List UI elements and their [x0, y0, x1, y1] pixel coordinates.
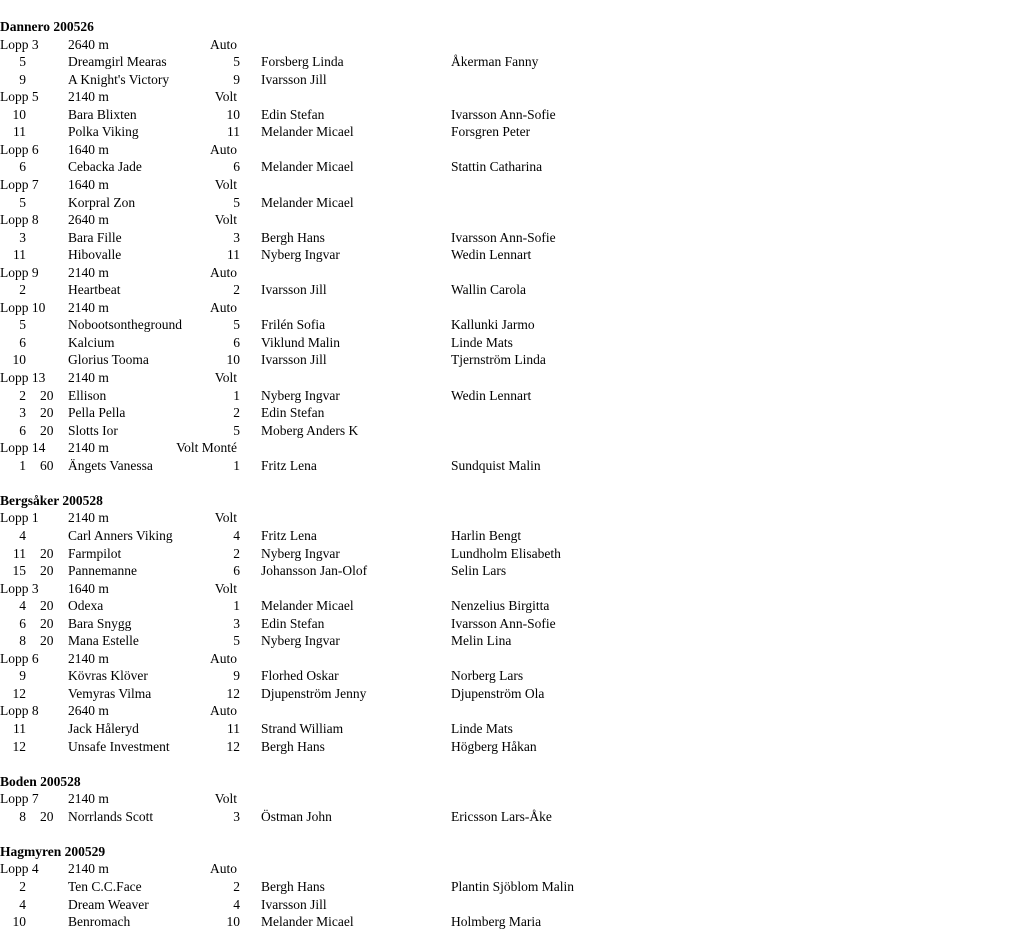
entry-odds: 20: [40, 615, 54, 631]
horse-name: Norrlands Scott: [68, 808, 154, 824]
driver-name: Forsberg Linda: [261, 54, 344, 70]
race-start-method: Auto: [210, 703, 237, 719]
horse-name: Ellison: [68, 387, 107, 403]
race-number: Lopp 1: [0, 510, 39, 526]
race-distance: 2140 m: [68, 440, 109, 456]
driver-name: Edin Stefan: [261, 106, 325, 122]
entry-row: [0, 106, 1024, 124]
horse-name: Ten C.C.Face: [68, 878, 142, 894]
race-number: Lopp 8: [0, 212, 39, 228]
driver-name: Melander Micael: [261, 194, 354, 210]
race-start-method: Auto: [210, 650, 237, 666]
entry-row: [0, 738, 1024, 756]
entry-row: [0, 334, 1024, 352]
horse-name: Slotts Ior: [68, 422, 118, 438]
trainer-name: Plantin Sjöblom Malin: [451, 878, 575, 894]
trainer-name: Wedin Lennart: [451, 387, 532, 403]
race-number: Lopp 4: [0, 861, 39, 877]
race-number: Lopp 7: [0, 791, 39, 807]
start-number: 10: [12, 106, 26, 122]
driver-name: Florhed Oskar: [261, 668, 339, 684]
post-position: 1: [233, 457, 240, 473]
horse-name: Heartbeat: [68, 282, 121, 298]
driver-name: Melander Micael: [261, 598, 354, 614]
entry-row: [0, 562, 1024, 580]
horse-name: Unsafe Investment: [68, 738, 170, 754]
horse-name: Dreamgirl Mearas: [68, 54, 167, 70]
start-number: 9: [19, 668, 26, 684]
post-position: 5: [233, 633, 240, 649]
trainer-name: Lundholm Elisabeth: [451, 545, 561, 561]
start-number: 12: [12, 738, 26, 754]
driver-name: Bergh Hans: [261, 229, 325, 245]
post-position: 11: [227, 721, 240, 736]
post-position: 2: [233, 282, 240, 298]
start-number: 11: [13, 247, 26, 263]
post-position: 9: [233, 71, 240, 87]
track-heading: [0, 773, 1024, 791]
entry-row: [0, 720, 1024, 738]
horse-name: Kövras Klöver: [68, 668, 148, 684]
entry-row: [0, 545, 1024, 563]
driver-name: Johansson Jan-Olof: [261, 563, 368, 579]
start-number: 4: [19, 527, 26, 543]
horse-name: Bara Fille: [68, 229, 122, 245]
entry-row: [0, 123, 1024, 141]
start-number: 6: [19, 422, 26, 438]
driver-name: Strand William: [261, 721, 344, 736]
entry-row: [0, 457, 1024, 475]
race-number: Lopp 3: [0, 36, 39, 52]
race-start-method: Auto: [210, 141, 237, 157]
trainer-name: Ivarsson Ann-Sofie: [451, 106, 556, 122]
race-distance: 2140 m: [68, 370, 109, 385]
horse-name: Cebacka Jade: [68, 159, 142, 175]
trainer-name: Tjernström Linda: [451, 352, 546, 368]
race-number: Lopp 5: [0, 89, 39, 105]
trainer-name: Selin Lars: [451, 563, 507, 579]
race-header: [0, 264, 1024, 282]
start-number: 11: [13, 545, 26, 561]
entry-row: [0, 194, 1024, 212]
race-header: [0, 580, 1024, 598]
entry-row: [0, 281, 1024, 299]
driver-name: Melander Micael: [261, 159, 354, 175]
driver-name: Moberg Anders K: [261, 422, 359, 438]
track-heading: [0, 843, 1024, 861]
race-distance: 2140 m: [68, 861, 109, 877]
race-start-method: Volt Monté: [176, 440, 237, 456]
start-number: 6: [19, 334, 26, 350]
driver-name: Nyberg Ingvar: [261, 545, 340, 561]
race-number: Lopp 14: [0, 440, 46, 456]
driver-name: Fritz Lena: [261, 527, 317, 543]
start-number: 11: [13, 721, 26, 736]
race-number: Lopp 6: [0, 141, 39, 157]
entry-row: [0, 351, 1024, 369]
start-number: 4: [19, 896, 26, 912]
race-distance: 1640 m: [68, 141, 109, 157]
horse-name: Ängets Vanessa: [68, 457, 153, 473]
race-header: [0, 790, 1024, 808]
race-header: [0, 369, 1024, 387]
trainer-name: Holmberg Maria: [451, 914, 542, 930]
post-position: 4: [233, 896, 240, 912]
horse-name: Kalcium: [68, 334, 115, 350]
race-start-method: Volt: [214, 176, 237, 192]
race-header: [0, 702, 1024, 720]
driver-name: Frilén Sofia: [261, 317, 326, 333]
driver-name: Bergh Hans: [261, 878, 325, 894]
track-heading: [0, 18, 1024, 36]
horse-name: Vemyras Vilma: [68, 685, 152, 701]
entry-odds: 20: [40, 545, 54, 561]
entry-odds: 20: [40, 387, 54, 403]
post-position: 3: [233, 615, 240, 631]
entry-row: [0, 808, 1024, 826]
entry-row: [0, 685, 1024, 703]
race-number: Lopp 3: [0, 580, 39, 596]
entry-odds: 20: [40, 598, 54, 614]
race-header: [0, 860, 1024, 878]
trainer-name: Stattin Catharina: [451, 159, 543, 175]
entry-odds: 20: [40, 563, 54, 579]
driver-name: Djupenström Jenny: [261, 685, 367, 701]
race-start-method: Volt: [214, 791, 237, 807]
entry-row: [0, 632, 1024, 650]
entry-odds: 20: [40, 422, 54, 438]
race-header: [0, 141, 1024, 159]
post-position: 6: [233, 563, 240, 579]
start-number: 4: [19, 598, 26, 614]
trainer-name: Wedin Lennart: [451, 247, 532, 263]
start-number: 10: [12, 914, 26, 930]
race-start-method: Auto: [210, 264, 237, 280]
trainer-name: Åkerman Fanny: [451, 54, 539, 70]
trainer-name: Linde Mats: [451, 721, 513, 736]
track-title: Bergsåker 200528: [0, 492, 103, 508]
post-position: 5: [233, 317, 240, 333]
entry-row: [0, 404, 1024, 422]
start-number: 5: [19, 317, 26, 333]
horse-name: Pella Pella: [68, 405, 126, 421]
race-distance: 1640 m: [68, 580, 109, 596]
race-header: [0, 211, 1024, 229]
race-header: [0, 439, 1024, 457]
post-position: 12: [226, 738, 240, 754]
post-position: 2: [233, 878, 240, 894]
start-number: 9: [19, 71, 26, 87]
trainer-name: Forsgren Peter: [451, 124, 531, 140]
trainer-name: Kallunki Jarmo: [451, 317, 535, 333]
start-number: 8: [19, 633, 26, 649]
entry-row: [0, 878, 1024, 896]
race-distance: 2640 m: [68, 36, 109, 52]
driver-name: Melander Micael: [261, 914, 354, 930]
start-number: 2: [19, 282, 26, 298]
track-heading: [0, 492, 1024, 510]
start-number: 6: [19, 159, 26, 175]
track-title: Boden 200528: [0, 773, 81, 789]
start-number: 3: [19, 229, 26, 245]
post-position: 11: [227, 247, 240, 263]
driver-name: Ivarsson Jill: [261, 71, 327, 87]
trainer-name: Sundquist Malin: [451, 457, 541, 473]
entry-odds: 60: [40, 457, 54, 473]
race-start-method: Volt: [214, 370, 237, 385]
post-position: 10: [226, 914, 240, 930]
start-number: 6: [19, 615, 26, 631]
post-position: 2: [233, 405, 240, 421]
entry-row: [0, 527, 1024, 545]
horse-name: Carl Anners Viking: [68, 527, 173, 543]
entry-odds: 20: [40, 808, 54, 824]
race-number: Lopp 7: [0, 176, 39, 192]
race-start-method: Auto: [210, 299, 237, 315]
trainer-name: Harlin Bengt: [451, 527, 522, 543]
horse-name: Farmpilot: [68, 545, 122, 561]
race-distance: 2640 m: [68, 212, 109, 228]
entry-row: [0, 53, 1024, 71]
entry-row: [0, 597, 1024, 615]
post-position: 11: [227, 124, 240, 140]
start-number: 10: [12, 352, 26, 368]
horse-name: Bara Blixten: [68, 106, 137, 122]
horse-name: Odexa: [68, 598, 104, 614]
driver-name: Bergh Hans: [261, 738, 325, 754]
horse-name: Hibovalle: [68, 247, 122, 263]
start-number: 2: [19, 387, 26, 403]
race-start-method: Auto: [210, 861, 237, 877]
driver-name: Ivarsson Jill: [261, 282, 327, 298]
start-number: 11: [13, 124, 26, 140]
driver-name: Edin Stefan: [261, 405, 325, 421]
trainer-name: Ivarsson Ann-Sofie: [451, 229, 556, 245]
trainer-name: Högberg Håkan: [451, 738, 537, 754]
entry-row: [0, 71, 1024, 89]
horse-name: A Knight's Victory: [68, 71, 170, 87]
race-number: Lopp 9: [0, 264, 39, 280]
race-header: [0, 509, 1024, 527]
race-header: [0, 88, 1024, 106]
race-distance: 2140 m: [68, 89, 109, 105]
post-position: 12: [226, 685, 240, 701]
post-position: 5: [233, 194, 240, 210]
post-position: 2: [233, 545, 240, 561]
entry-row: [0, 387, 1024, 405]
start-number: 15: [12, 563, 26, 579]
race-header: [0, 299, 1024, 317]
driver-name: Melander Micael: [261, 124, 354, 140]
start-number: 12: [12, 685, 26, 701]
horse-name: Glorius Tooma: [68, 352, 149, 368]
horse-name: Benromach: [68, 914, 131, 930]
race-start-method: Volt: [214, 510, 237, 526]
start-number: 3: [19, 405, 26, 421]
driver-name: Ivarsson Jill: [261, 352, 327, 368]
post-position: 10: [226, 106, 240, 122]
post-position: 1: [233, 387, 240, 403]
trainer-name: Djupenström Ola: [451, 685, 545, 701]
driver-name: Nyberg Ingvar: [261, 247, 340, 263]
driver-name: Fritz Lena: [261, 457, 317, 473]
horse-name: Dream Weaver: [68, 896, 149, 912]
race-distance: 2140 m: [68, 299, 109, 315]
race-start-method: Volt: [214, 212, 237, 228]
post-position: 3: [233, 808, 240, 824]
race-number: Lopp 6: [0, 650, 39, 666]
race-distance: 2140 m: [68, 791, 109, 807]
entry-row: [0, 316, 1024, 334]
entry-row: [0, 615, 1024, 633]
post-position: 9: [233, 668, 240, 684]
driver-name: Edin Stefan: [261, 615, 325, 631]
horse-name: Nobootsontheground: [68, 317, 182, 333]
race-number: Lopp 13: [0, 370, 46, 385]
driver-name: Viklund Malin: [261, 334, 341, 350]
horse-name: Mana Estelle: [68, 633, 139, 649]
track-title: Dannero 200526: [0, 19, 94, 34]
horse-name: Polka Viking: [68, 124, 139, 140]
trainer-name: Norberg Lars: [451, 668, 524, 684]
race-distance: 2140 m: [68, 650, 109, 666]
trainer-name: Nenzelius Birgitta: [451, 598, 550, 614]
trainer-name: Wallin Carola: [451, 282, 527, 298]
driver-name: Nyberg Ingvar: [261, 387, 340, 403]
race-distance: 2140 m: [68, 264, 109, 280]
race-header: [0, 650, 1024, 668]
post-position: 5: [233, 422, 240, 438]
entry-row: [0, 667, 1024, 685]
driver-name: Ivarsson Jill: [261, 896, 327, 912]
start-number: 5: [19, 194, 26, 210]
trainer-name: Melin Lina: [451, 633, 512, 649]
entry-row: [0, 896, 1024, 914]
trainer-name: Ericsson Lars-Åke: [451, 808, 552, 824]
race-start-method: Volt: [214, 89, 237, 105]
horse-name: Pannemanne: [68, 563, 137, 579]
post-position: 1: [233, 598, 240, 614]
post-position: 6: [233, 334, 240, 350]
post-position: 5: [233, 54, 240, 70]
entry-odds: 20: [40, 405, 54, 421]
start-number: 1: [19, 457, 26, 473]
horse-name: Jack Håleryd: [68, 721, 139, 736]
post-position: 10: [226, 352, 240, 368]
entry-row: [0, 158, 1024, 176]
trainer-name: Linde Mats: [451, 334, 513, 350]
post-position: 4: [233, 527, 240, 543]
track-title: Hagmyren 200529: [0, 843, 106, 859]
entry-row: [0, 913, 1024, 931]
horse-name: Korpral Zon: [68, 194, 136, 210]
entry-row: [0, 246, 1024, 264]
race-number: Lopp 8: [0, 703, 39, 719]
race-distance: 1640 m: [68, 176, 109, 192]
post-position: 6: [233, 159, 240, 175]
race-distance: 2640 m: [68, 703, 109, 719]
start-number: 2: [19, 878, 26, 894]
race-start-method: Auto: [210, 36, 237, 52]
race-distance: 2140 m: [68, 510, 109, 526]
horse-name: Bara Snygg: [68, 615, 132, 631]
entry-row: [0, 422, 1024, 440]
start-number: 8: [19, 808, 26, 824]
driver-name: Östman John: [261, 808, 332, 824]
driver-name: Nyberg Ingvar: [261, 633, 340, 649]
entry-odds: 20: [40, 633, 54, 649]
race-start-method: Volt: [214, 580, 237, 596]
race-number: Lopp 10: [0, 299, 46, 315]
race-header: [0, 176, 1024, 194]
race-header: [0, 36, 1024, 54]
post-position: 3: [233, 229, 240, 245]
trainer-name: Ivarsson Ann-Sofie: [451, 615, 556, 631]
entry-row: [0, 229, 1024, 247]
start-number: 5: [19, 54, 26, 70]
